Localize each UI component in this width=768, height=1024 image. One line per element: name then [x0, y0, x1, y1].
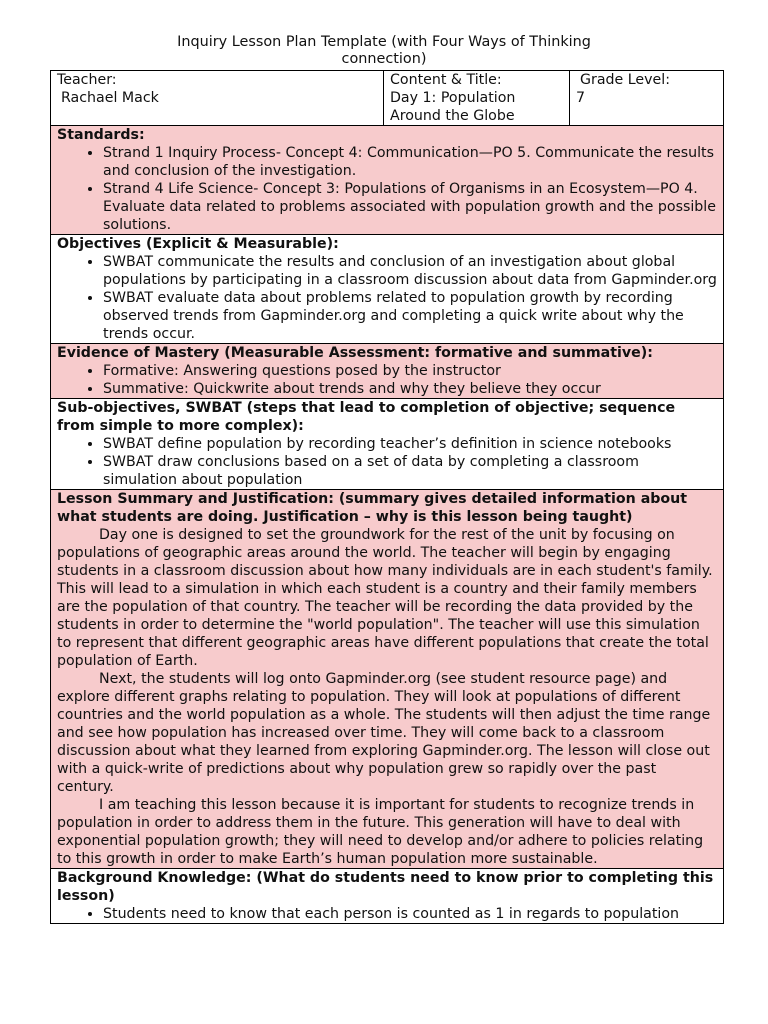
background-row [51, 869, 724, 924]
lesson-plan-table [50, 70, 724, 924]
summary-paragraph: Next, the students will log onto Gapminder.org (see student resource page) and explore different graphs relating to population. They will look at populations of different countries and the world population as a whole. The students will then adjust the time range and see how population has increased over time. They will come back to a classroom discussion about what they learned from exploring Gapminder.org. The lesson will close out with a quick-write of predictions about why population grew so rapidly over the past century. [57, 671, 711, 795]
summary-cell [51, 490, 724, 869]
subobjectives-list [57, 435, 717, 489]
teacher-name: Rachael Mack [61, 90, 159, 106]
summary-paragraph: Day one is designed to set the groundwork for the rest of the unit by focusing on populations of geographic areas around the world. The teacher will begin by engaging students in a classroom discussion about how many individuals are in each student's family. This will lead to a simulation in which each student is a country and their family members are the population of that country. The teacher will be recording the data provided by the students in order to determine the "world population". The teacher will use this simulation to represent that different geographic areas have different populations that create the total population of Earth. [57, 527, 713, 669]
list-item: • Students need to know that each person is counted as 1 in regards to population [103, 905, 717, 923]
standards-row [51, 126, 724, 235]
grade-level-label: Grade Level: [580, 72, 670, 88]
title-line-2: connection) [341, 51, 427, 67]
background-list [57, 905, 717, 923]
summary-heading: Lesson Summary and Justification: (summary gives detailed information about what students are doing. Justification – why is this lesson being taught) [57, 491, 688, 525]
summary-paragraph: I am teaching this lesson because it is important for students to recognize trends in population in order to address them in the future. This generation will have to deal with exponential population growth; they will need to develop and/or adhere to policies relating to this growth in order to make Earth’s human population more sustainable. [57, 797, 704, 867]
evidence-row [51, 344, 724, 399]
list-item: • SWBAT define population by recording teacher’s definition in science notebooks [103, 435, 717, 453]
background-heading: Background Knowledge: (What do students need to know prior to completing this lesson) [57, 870, 714, 904]
list-item: • Summative: Quickwrite about trends and why they believe they occur [103, 380, 717, 398]
background-cell [51, 869, 724, 924]
list-item: • Formative: Answering questions posed by the instructor [103, 362, 717, 380]
standards-heading: Standards: [57, 127, 145, 143]
list-item: • Strand 1 Inquiry Process- Concept 4: Communication—PO 5. Communicate the results and conclusion of the investigation. [103, 144, 717, 180]
list-item: • SWBAT evaluate data about problems related to population growth by recording observed trends from Gapminder.org and completing a quick write about why the trends occur. [103, 289, 717, 343]
evidence-list [57, 362, 717, 398]
content-title-label: Content & Title: [390, 72, 502, 88]
list-item: • SWBAT communicate the results and conclusion of an investigation about global populations by participating in a classroom discussion about data from Gapminder.org [103, 253, 717, 289]
subobjectives-row [51, 399, 724, 490]
standards-list [57, 144, 717, 234]
grade-level-cell [570, 71, 724, 126]
content-title-cell [384, 71, 570, 126]
subobjectives-heading: Sub-objectives, SWBAT (steps that lead to completion of objective; sequence from simple to more complex): [57, 400, 676, 434]
evidence-heading: Evidence of Mastery (Measurable Assessment: formative and summative): [57, 345, 653, 361]
objectives-heading: Objectives (Explicit & Measurable): [57, 236, 339, 252]
content-title-value: Day 1: Population Around the Globe [390, 90, 516, 124]
list-item: • Strand 4 Life Science- Concept 3: Populations of Organisms in an Ecosystem—PO 4. Evaluate data related to problems associated with population growth and the possible solutions. [103, 180, 717, 234]
standards-cell [51, 126, 724, 235]
objectives-list [57, 253, 717, 343]
teacher-label: Teacher: [57, 72, 117, 88]
grade-level-value: 7 [576, 90, 586, 106]
subobjectives-cell [51, 399, 724, 490]
title-line-1: Inquiry Lesson Plan Template (with Four Ways of Thinking [177, 34, 591, 50]
objectives-cell [51, 235, 724, 344]
objectives-row [51, 235, 724, 344]
summary-row [51, 490, 724, 869]
header-row [51, 71, 724, 126]
document-title [0, 34, 768, 68]
teacher-cell [51, 71, 384, 126]
evidence-cell [51, 344, 724, 399]
list-item: • SWBAT draw conclusions based on a set of data by completing a classroom simulation about population [103, 453, 717, 489]
